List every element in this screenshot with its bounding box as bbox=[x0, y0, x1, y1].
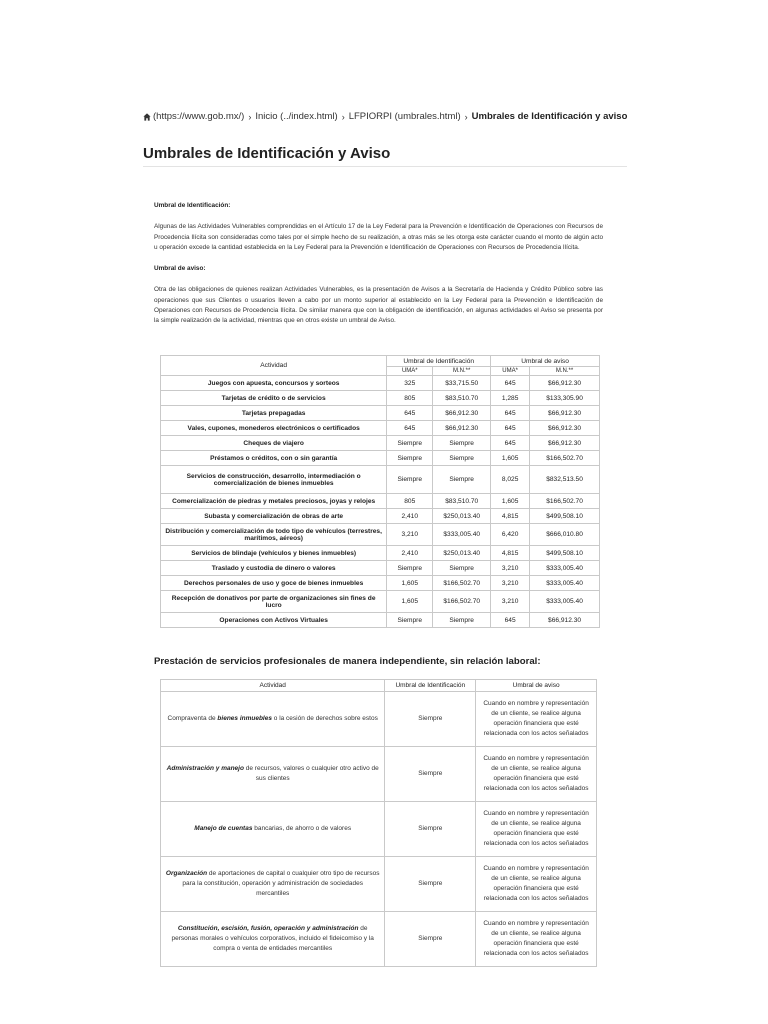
cell-av-mn: $66,912.30 bbox=[530, 436, 600, 451]
table-row bbox=[161, 546, 600, 561]
cell-id-uma: 3,210 bbox=[387, 524, 433, 546]
cell-aviso: Cuando en nombre y representación de un cliente, se realice alguna operación financiera que esté relacionada con los actos señalados bbox=[476, 857, 597, 912]
header-umbral-identificacion: Umbral de Identificación bbox=[387, 356, 491, 367]
cell-id-mn: $66,912.30 bbox=[433, 406, 491, 421]
actividad-suffix: de aportaciones de capital o cualquier otro tipo de recursos para la constitución, operación y administración de sociedades mercantiles bbox=[182, 870, 380, 897]
cell-av-uma: 3,210 bbox=[491, 561, 530, 576]
breadcrumb-home-link[interactable]: (https://www.gob.mx/) bbox=[153, 111, 245, 122]
cell-actividad: Comercialización de piedras y metales preciosos, joyas y relojes bbox=[161, 494, 387, 509]
cell-id-uma: 2,410 bbox=[387, 509, 433, 524]
actividad-suffix: o la cesión de derechos sobre estos bbox=[271, 715, 378, 722]
cell-actividad bbox=[161, 692, 385, 747]
cell-id-mn: $166,502.70 bbox=[433, 576, 491, 591]
cell-av-uma: 645 bbox=[491, 421, 530, 436]
cell-id-uma: Siempre bbox=[387, 436, 433, 451]
header-umbral-identificacion: Umbral de Identificación bbox=[385, 680, 476, 692]
cell-av-mn: $166,502.70 bbox=[530, 494, 600, 509]
table-row bbox=[161, 692, 597, 747]
header-actividad: Actividad bbox=[161, 356, 387, 376]
cell-av-mn: $166,502.70 bbox=[530, 451, 600, 466]
cell-av-uma: 645 bbox=[491, 406, 530, 421]
table-row bbox=[161, 857, 597, 912]
cell-aviso: Cuando en nombre y representación de un cliente, se realice alguna operación financiera que esté relacionada con los actos señalados bbox=[476, 912, 597, 967]
cell-aviso: Cuando en nombre y representación de un cliente, se realice alguna operación financiera que esté relacionada con los actos señalados bbox=[476, 747, 597, 802]
breadcrumb-inicio-link[interactable]: Inicio (../index.html) bbox=[255, 111, 338, 122]
table-row bbox=[161, 912, 597, 967]
chevron-right-icon: › bbox=[341, 111, 345, 122]
cell-av-uma: 645 bbox=[491, 436, 530, 451]
cell-av-uma: 1,605 bbox=[491, 451, 530, 466]
header-actividad: Actividad bbox=[161, 680, 385, 692]
header-umbral-aviso: Umbral de aviso bbox=[491, 356, 600, 367]
cell-actividad bbox=[161, 802, 385, 857]
cell-actividad bbox=[161, 912, 385, 967]
cell-av-uma: 645 bbox=[491, 613, 530, 628]
cell-actividad: Subasta y comercialización de obras de arte bbox=[161, 509, 387, 524]
cell-id-mn: $250,013.40 bbox=[433, 546, 491, 561]
cell-identificacion: Siempre bbox=[385, 747, 476, 802]
breadcrumb bbox=[143, 111, 633, 122]
table-row bbox=[161, 802, 597, 857]
cell-actividad bbox=[161, 857, 385, 912]
cell-identificacion: Siempre bbox=[385, 857, 476, 912]
cell-av-mn: $832,513.50 bbox=[530, 466, 600, 494]
cell-id-mn: Siempre bbox=[433, 613, 491, 628]
header-mn: M.N.** bbox=[530, 367, 600, 376]
cell-id-uma: Siempre bbox=[387, 613, 433, 628]
cell-id-uma: 805 bbox=[387, 391, 433, 406]
cell-id-uma: 645 bbox=[387, 421, 433, 436]
cell-id-mn: $33,715.50 bbox=[433, 376, 491, 391]
cell-av-uma: 3,210 bbox=[491, 591, 530, 613]
umbrales-table bbox=[160, 355, 600, 628]
cell-identificacion: Siempre bbox=[385, 912, 476, 967]
cell-aviso: Cuando en nombre y representación de un cliente, se realice alguna operación financiera que esté relacionada con los actos señalados bbox=[476, 692, 597, 747]
chevron-right-icon: › bbox=[248, 111, 252, 122]
table-row bbox=[161, 509, 600, 524]
cell-actividad: Servicios de construcción, desarrollo, intermediación o comercialización de bienes inmuebles bbox=[161, 466, 387, 494]
cell-id-mn: $66,912.30 bbox=[433, 421, 491, 436]
table-row bbox=[161, 747, 597, 802]
cell-identificacion: Siempre bbox=[385, 802, 476, 857]
cell-av-uma: 4,815 bbox=[491, 509, 530, 524]
cell-av-uma: 3,210 bbox=[491, 576, 530, 591]
home-icon[interactable] bbox=[143, 113, 151, 121]
cell-id-mn: Siempre bbox=[433, 466, 491, 494]
table-row bbox=[161, 494, 600, 509]
cell-actividad: Cheques de viajero bbox=[161, 436, 387, 451]
cell-actividad: Traslado y custodia de dinero o valores bbox=[161, 561, 387, 576]
table-row bbox=[161, 436, 600, 451]
identificacion-heading: Umbral de Identificación: bbox=[154, 202, 231, 209]
cell-id-mn: $250,013.40 bbox=[433, 509, 491, 524]
cell-id-uma: 2,410 bbox=[387, 546, 433, 561]
cell-id-mn: Siempre bbox=[433, 561, 491, 576]
cell-id-mn: $83,510.70 bbox=[433, 494, 491, 509]
cell-id-uma: Siempre bbox=[387, 451, 433, 466]
cell-id-uma: 645 bbox=[387, 406, 433, 421]
cell-actividad: Tarjetas de crédito o de servicios bbox=[161, 391, 387, 406]
actividad-emphasis: Constitución, escisión, fusión, operación y administración bbox=[177, 925, 359, 932]
cell-actividad: Vales, cupones, monederos electrónicos o certificados bbox=[161, 421, 387, 436]
cell-actividad: Juegos con apuesta, concursos y sorteos bbox=[161, 376, 387, 391]
cell-av-mn: $66,912.30 bbox=[530, 421, 600, 436]
cell-av-mn: $666,010.80 bbox=[530, 524, 600, 546]
cell-id-uma: Siempre bbox=[387, 561, 433, 576]
cell-id-mn: $166,502.70 bbox=[433, 591, 491, 613]
cell-id-uma: 325 bbox=[387, 376, 433, 391]
actividad-emphasis: Organización bbox=[165, 870, 208, 877]
table-row bbox=[161, 406, 600, 421]
cell-actividad: Distribución y comercialización de todo tipo de vehículos (terrestres, marítimos, aéreos) bbox=[161, 524, 387, 546]
cell-av-mn: $499,508.10 bbox=[530, 546, 600, 561]
header-umbral-aviso: Umbral de aviso bbox=[476, 680, 597, 692]
title-divider bbox=[143, 166, 627, 167]
actividad-emphasis: Manejo de cuentas bbox=[194, 825, 253, 832]
header-mn: M.N.** bbox=[433, 367, 491, 376]
cell-av-mn: $499,508.10 bbox=[530, 509, 600, 524]
cell-id-uma: 1,605 bbox=[387, 591, 433, 613]
cell-av-mn: $133,305.90 bbox=[530, 391, 600, 406]
actividad-emphasis: bienes inmuebles bbox=[217, 715, 272, 722]
breadcrumb-lfpiorpi-link[interactable]: LFPIORPI (umbrales.html) bbox=[348, 111, 461, 122]
table-row bbox=[161, 576, 600, 591]
section-title-servicios-profesionales: Prestación de servicios profesionales de manera independiente, sin relación laboral: bbox=[154, 656, 541, 667]
cell-actividad: Préstamos o créditos, con o sin garantía bbox=[161, 451, 387, 466]
cell-identificacion: Siempre bbox=[385, 692, 476, 747]
cell-id-mn: Siempre bbox=[433, 451, 491, 466]
table-row bbox=[161, 613, 600, 628]
cell-id-uma: 805 bbox=[387, 494, 433, 509]
cell-av-uma: 8,025 bbox=[491, 466, 530, 494]
cell-actividad: Operaciones con Activos Virtuales bbox=[161, 613, 387, 628]
actividad-suffix: de personas morales o vehículos corporativos, incluido el fideicomiso y la compra o venta de entidades mercantiles bbox=[171, 925, 374, 952]
table-row bbox=[161, 391, 600, 406]
table-row bbox=[161, 421, 600, 436]
actividad-suffix: de recursos, valores o cualquier otro activo de sus clientes bbox=[243, 765, 379, 782]
actividad-emphasis: Administración y manejo bbox=[166, 765, 244, 772]
cell-actividad: Servicios de blindaje (vehículos y bienes inmuebles) bbox=[161, 546, 387, 561]
table-row bbox=[161, 376, 600, 391]
cell-av-uma: 6,420 bbox=[491, 524, 530, 546]
cell-id-uma: 1,605 bbox=[387, 576, 433, 591]
table-row bbox=[161, 591, 600, 613]
cell-actividad: Tarjetas prepagadas bbox=[161, 406, 387, 421]
servicios-profesionales-table bbox=[160, 679, 597, 967]
cell-aviso: Cuando en nombre y representación de un cliente, se realice alguna operación financiera que esté relacionada con los actos señalados bbox=[476, 802, 597, 857]
header-uma: UMA* bbox=[491, 367, 530, 376]
identificacion-text: Algunas de las Actividades Vulnerables comprendidas en el Artículo 17 de la Ley Federal para la Prevención e Identificación de Operaciones con Recursos de Procedencia Ilícita son consideradas como tales por el simple hecho de su realización, a otras más se les otorga este carácter cuando el monto de algún acto u operación excede la cantidad establecida en la Ley Federal para la Prevención e Identificación de Operaciones con Recursos de Procedencia Ilícita. bbox=[154, 223, 603, 251]
actividad-suffix: bancarias, de ahorro o de valores bbox=[252, 825, 352, 832]
cell-av-mn: $66,912.30 bbox=[530, 376, 600, 391]
cell-actividad: Derechos personales de uso y goce de bienes inmuebles bbox=[161, 576, 387, 591]
cell-av-mn: $333,005.40 bbox=[530, 591, 600, 613]
cell-id-mn: $83,510.70 bbox=[433, 391, 491, 406]
cell-id-mn: $333,005.40 bbox=[433, 524, 491, 546]
header-uma: UMA* bbox=[387, 367, 433, 376]
aviso-heading: Umbral de aviso: bbox=[154, 265, 206, 273]
cell-av-mn: $66,912.30 bbox=[530, 613, 600, 628]
cell-av-mn: $333,005.40 bbox=[530, 561, 600, 576]
breadcrumb-current: Umbrales de Identificación y aviso bbox=[471, 111, 628, 122]
aviso-text: Otra de las obligaciones de quienes realizan Actividades Vulnerables, es la presentación de Avisos a la Secretaría de Hacienda y Crédito Público sobre las operaciones que sus Clientes o usuarios lleven a cabo por un monto superior al establecido en la Ley Federal para la Prevención e Identificación de Operaciones con Recursos de Procedencia Ilícita. De similar manera que con la obligación de identificación, en algunas actividades el Aviso se presenta por la simple realización de la actividad, mientras que en otros existe un umbral de Aviso. bbox=[154, 286, 603, 325]
cell-av-uma: 645 bbox=[491, 376, 530, 391]
table-row bbox=[161, 524, 600, 546]
cell-av-uma: 1,605 bbox=[491, 494, 530, 509]
cell-actividad bbox=[161, 747, 385, 802]
chevron-right-icon: › bbox=[464, 111, 468, 122]
table-row bbox=[161, 451, 600, 466]
cell-av-mn: $66,912.30 bbox=[530, 406, 600, 421]
cell-actividad: Recepción de donativos por parte de organizaciones sin fines de lucro bbox=[161, 591, 387, 613]
cell-av-uma: 1,285 bbox=[491, 391, 530, 406]
actividad-prefix: Compraventa de bbox=[167, 715, 218, 722]
cell-av-uma: 4,815 bbox=[491, 546, 530, 561]
cell-id-uma: Siempre bbox=[387, 466, 433, 494]
table-row bbox=[161, 561, 600, 576]
cell-av-mn: $333,005.40 bbox=[530, 576, 600, 591]
table-row bbox=[161, 466, 600, 494]
intro-content bbox=[154, 201, 603, 327]
page-title: Umbrales de Identificación y Aviso bbox=[143, 145, 391, 162]
cell-id-mn: Siempre bbox=[433, 436, 491, 451]
